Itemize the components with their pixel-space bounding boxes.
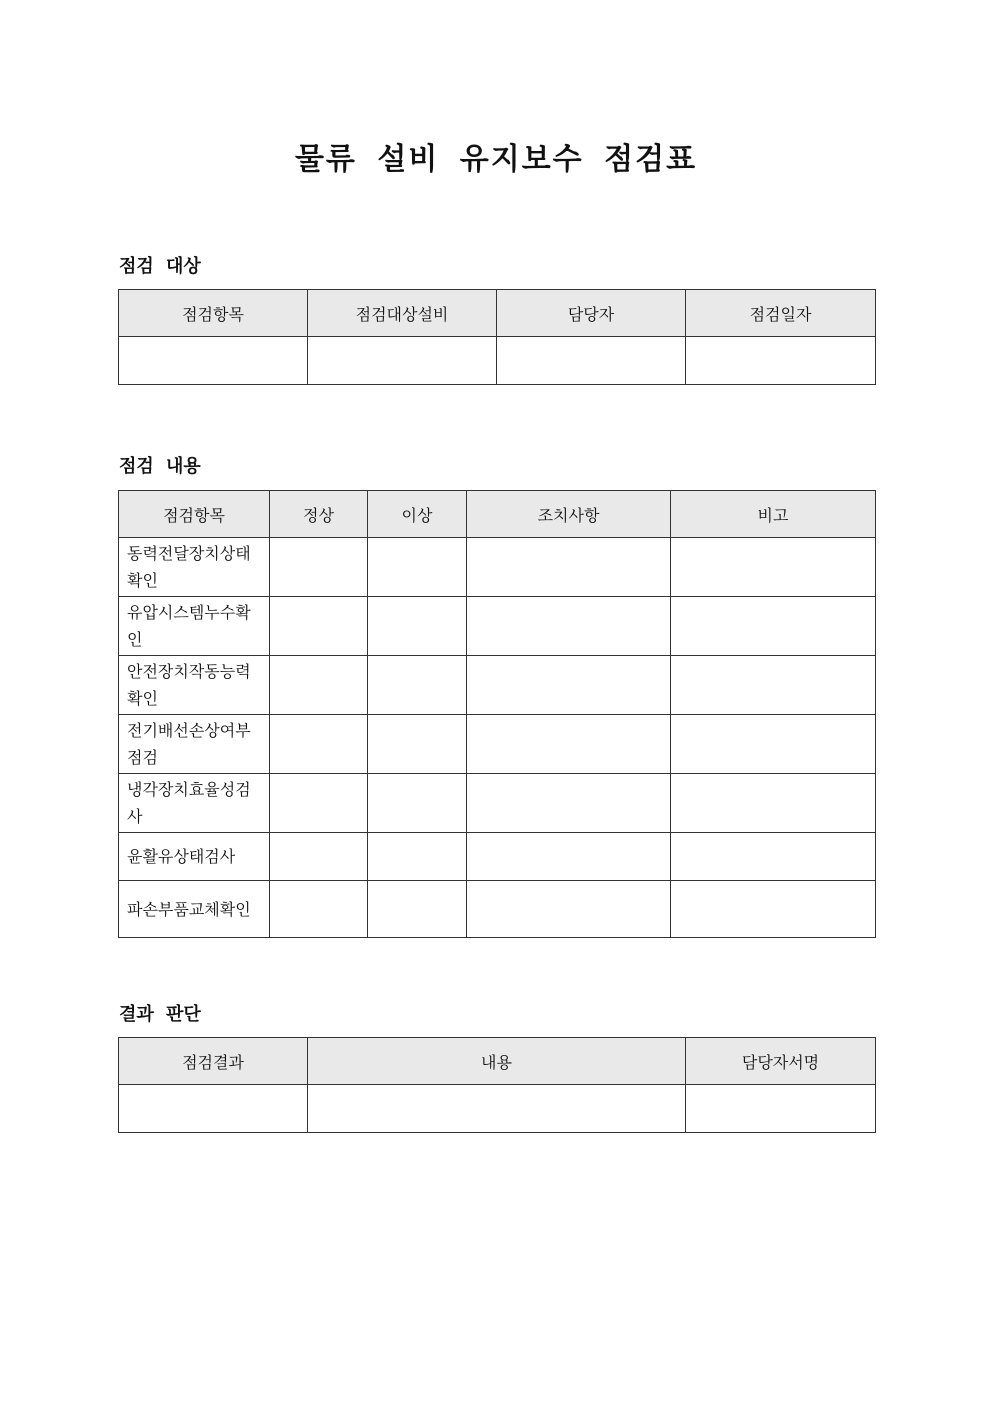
action-taken-cell[interactable] [467,597,671,656]
header-action-taken: 조치사항 [467,491,671,538]
remarks-cell[interactable] [671,715,876,774]
header-inspection-date: 점검일자 [686,290,876,337]
header-signature: 담당자서명 [686,1038,876,1085]
action-taken-cell[interactable] [467,833,671,881]
header-content: 내용 [308,1038,686,1085]
normal-check-cell[interactable] [270,774,368,833]
inspection-result-field[interactable] [119,1085,308,1133]
remarks-cell[interactable] [671,833,876,881]
action-taken-cell[interactable] [467,774,671,833]
remarks-cell[interactable] [671,597,876,656]
header-inspection-item: 점검항목 [119,491,270,538]
table-row [119,538,876,597]
normal-check-cell[interactable] [270,538,368,597]
action-taken-cell[interactable] [467,656,671,715]
action-taken-cell[interactable] [467,881,671,938]
table-row [119,597,876,656]
table-row [119,337,876,385]
table-header-row [119,491,876,538]
inspection-item-label: 파손부품교체확인 [119,881,270,938]
section-heading-inspection-target: 점검 대상 [119,256,201,277]
abnormal-check-cell[interactable] [368,774,467,833]
inspection-item-label: 안전장치작동능력확인 [119,656,270,715]
remarks-cell[interactable] [671,774,876,833]
remarks-cell[interactable] [671,881,876,938]
inspection-item-field[interactable] [119,337,308,385]
content-field[interactable] [308,1085,686,1133]
normal-check-cell[interactable] [270,656,368,715]
action-taken-cell[interactable] [467,538,671,597]
normal-check-cell[interactable] [270,597,368,656]
header-inspection-item: 점검항목 [119,290,308,337]
abnormal-check-cell[interactable] [368,833,467,881]
inspection-item-label: 동력전달장치상태확인 [119,538,270,597]
table-header-row [119,290,876,337]
abnormal-check-cell[interactable] [368,597,467,656]
inspection-item-label: 윤활유상태검사 [119,833,270,881]
table-row [119,774,876,833]
inspection-content-table [118,490,876,938]
abnormal-check-cell[interactable] [368,881,467,938]
person-in-charge-field[interactable] [497,337,686,385]
normal-check-cell[interactable] [270,715,368,774]
result-judgment-table [118,1037,876,1133]
remarks-cell[interactable] [671,656,876,715]
inspection-date-field[interactable] [686,337,876,385]
header-person-in-charge: 담당자 [497,290,686,337]
table-row [119,1085,876,1133]
header-remarks: 비고 [671,491,876,538]
abnormal-check-cell[interactable] [368,715,467,774]
target-equipment-field[interactable] [308,337,497,385]
table-row [119,715,876,774]
inspection-item-label: 전기배선손상여부점검 [119,715,270,774]
header-inspection-result: 점검결과 [119,1038,308,1085]
normal-check-cell[interactable] [270,881,368,938]
header-target-equipment: 점검대상설비 [308,290,497,337]
table-row [119,833,876,881]
page-title: 물류 설비 유지보수 점검표 [294,142,698,177]
table-row [119,881,876,938]
header-normal: 정상 [270,491,368,538]
abnormal-check-cell[interactable] [368,538,467,597]
inspection-item-label: 유압시스템누수확인 [119,597,270,656]
signature-field[interactable] [686,1085,876,1133]
table-row [119,656,876,715]
inspection-item-label: 냉각장치효율성검사 [119,774,270,833]
abnormal-check-cell[interactable] [368,656,467,715]
normal-check-cell[interactable] [270,833,368,881]
section-heading-inspection-content: 점검 내용 [119,456,201,477]
section-heading-result-judgment: 결과 판단 [119,1004,201,1025]
remarks-cell[interactable] [671,538,876,597]
inspection-target-table [118,289,876,385]
table-header-row [119,1038,876,1085]
action-taken-cell[interactable] [467,715,671,774]
header-abnormal: 이상 [368,491,467,538]
